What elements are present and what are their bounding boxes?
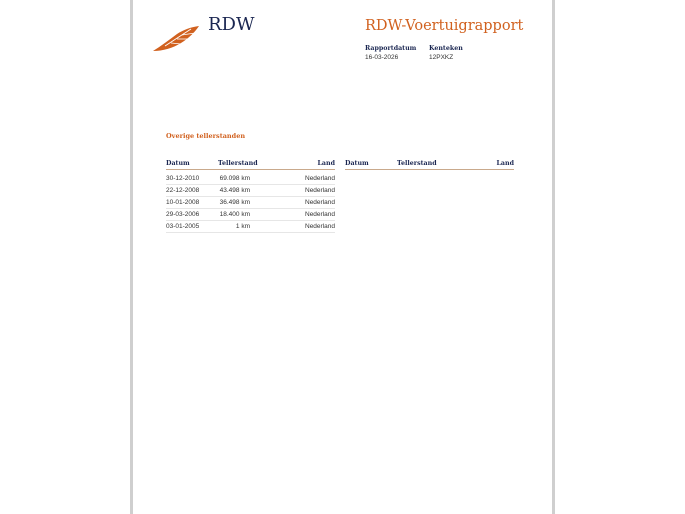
report-date-label: Rapportdatum bbox=[365, 45, 417, 52]
cell-date: 22-12-2008 bbox=[166, 187, 200, 194]
cell-country: Nederland bbox=[305, 211, 335, 218]
cell-date: 10-01-2008 bbox=[166, 199, 200, 206]
table-header bbox=[345, 160, 514, 170]
cell-odometer: 36.498 km bbox=[219, 199, 250, 206]
rdw-logo-icon bbox=[151, 24, 201, 54]
brand-name: RDW bbox=[208, 14, 255, 35]
col-header-country: Land bbox=[317, 160, 335, 167]
col-header-odometer: Tellerstand bbox=[218, 160, 258, 167]
cell-odometer: 69.098 km bbox=[219, 175, 250, 182]
cell-country: Nederland bbox=[305, 199, 335, 206]
table-row bbox=[166, 221, 335, 233]
col-header-date: Datum bbox=[166, 160, 190, 167]
cell-country: Nederland bbox=[305, 175, 335, 182]
report-date-value: 16-03-2026 bbox=[365, 54, 399, 61]
table-row bbox=[166, 197, 335, 209]
report-page bbox=[133, 0, 552, 514]
section-title: Overige tellerstanden bbox=[166, 132, 246, 140]
page-edge-right bbox=[552, 0, 555, 514]
table-row bbox=[166, 185, 335, 197]
table-header bbox=[166, 160, 335, 170]
plate-label: Kenteken bbox=[429, 45, 463, 52]
table-row bbox=[166, 173, 335, 185]
odometer-table bbox=[166, 160, 335, 233]
cell-country: Nederland bbox=[305, 187, 335, 194]
cell-odometer: 1 km bbox=[235, 223, 250, 230]
col-header-odometer: Tellerstand bbox=[397, 160, 437, 167]
table-row bbox=[166, 209, 335, 221]
col-header-country: Land bbox=[496, 160, 514, 167]
cell-date: 29-03-2006 bbox=[166, 211, 200, 218]
cell-date: 30-12-2010 bbox=[166, 175, 200, 182]
cell-odometer: 43.498 km bbox=[219, 187, 250, 194]
cell-odometer: 18.400 km bbox=[219, 211, 250, 218]
cell-country: Nederland bbox=[305, 223, 335, 230]
plate-value: 12PXKZ bbox=[429, 54, 454, 61]
report-title: RDW-Voertuigrapport bbox=[365, 18, 524, 34]
odometer-table-right bbox=[345, 160, 514, 170]
cell-date: 03-01-2005 bbox=[166, 223, 200, 230]
col-header-date: Datum bbox=[345, 160, 369, 167]
